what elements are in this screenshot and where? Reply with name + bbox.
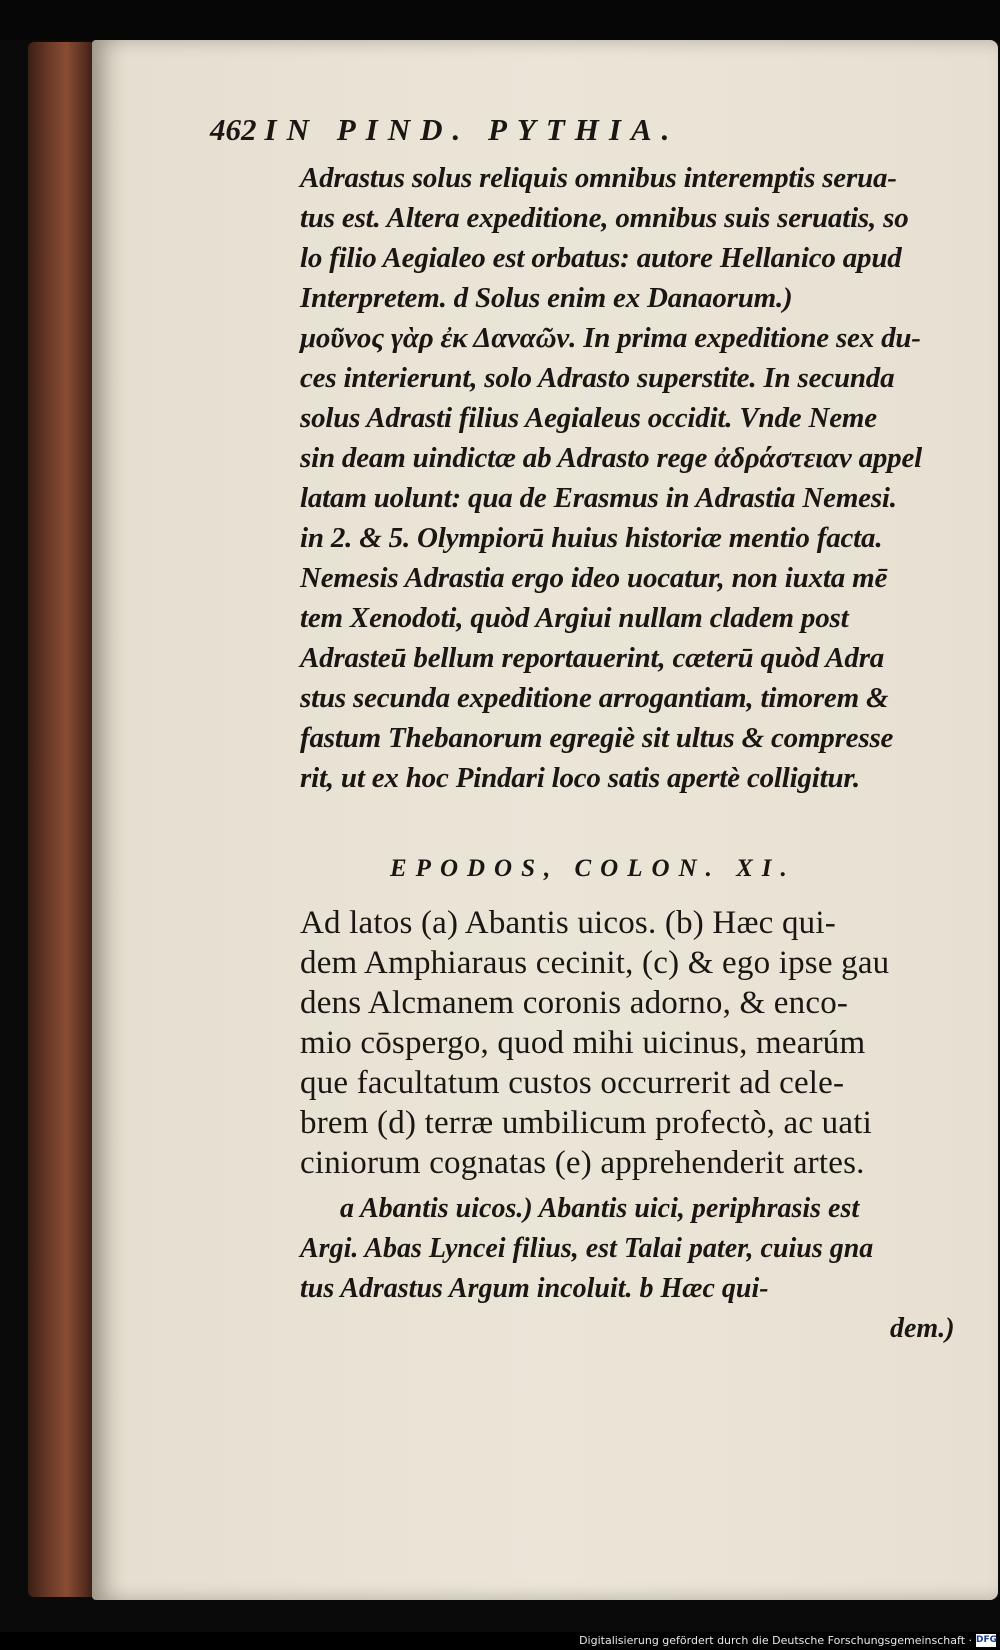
note-line: ces interierunt, solo Adrasto superstite. In secunda bbox=[300, 362, 895, 394]
main-text-line: dem Amphiaraus cecinit, (c) & ego ipse gau bbox=[300, 945, 890, 981]
note-line: in 2. & 5. Olympiorū huius historiæ mentio facta. bbox=[300, 522, 883, 554]
note-line: Nemesis Adrastia ergo ideo uocatur, non iuxta mē bbox=[300, 562, 888, 594]
note-line: Adrastus solus reliquis omnibus interemptis serua- bbox=[300, 162, 897, 194]
dfg-logo-icon: DFG bbox=[976, 1635, 998, 1645]
main-text-line: que facultatum custos occurrerit ad cele- bbox=[300, 1065, 845, 1101]
note-line: μοῦνος γὰρ ἐκ Δαναῶν. In prima expeditione sex du- bbox=[300, 322, 921, 354]
main-text-line: ciniorum cognatas (e) apprehenderit artes. bbox=[300, 1145, 865, 1181]
note-line: Interpretem. d Solus enim ex Danaorum.) bbox=[300, 282, 793, 314]
main-text-line: dens Alcmanem coronis adorno, & enco- bbox=[300, 985, 849, 1021]
running-head-title: IN PIND. PYTHIA. bbox=[264, 112, 680, 147]
note-line: tus Adrastus Argum incoluit. b Hæc qui- bbox=[300, 1273, 769, 1304]
scan-background bbox=[0, 0, 1000, 40]
main-text-line: mio cōspergo, quod mihi uicinus, mearúm bbox=[300, 1025, 866, 1061]
note-line: latam uolunt: qua de Erasmus in Adrastia Nemesi. bbox=[300, 482, 897, 514]
note-line: stus secunda expeditione arrogantiam, timorem & bbox=[300, 682, 889, 714]
note-line: a Abantis uicos.) Abantis uici, periphrasis est bbox=[340, 1193, 860, 1224]
book-edge bbox=[28, 42, 98, 1597]
main-text-line: Ad latos (a) Abantis uicos. (b) Hæc qui- bbox=[300, 905, 836, 941]
main-text-line: brem (d) terræ umbilicum profectò, ac uati bbox=[300, 1105, 872, 1141]
running-header bbox=[210, 112, 940, 148]
funding-credit: Digitalisierung gefördert durch die Deutsche Forschungsgemeinschaft · bbox=[579, 1634, 972, 1647]
page-number: 462 bbox=[210, 112, 257, 147]
note-line: fastum Thebanorum egregiè sit ultus & compresse bbox=[300, 722, 894, 754]
note-line: Adrasteū bellum reportauerint, cæterū quòd Adra bbox=[300, 642, 885, 674]
note-line: tus est. Altera expeditione, omnibus suis seruatis, so bbox=[300, 202, 909, 234]
note-line: tem Xenodoti, quòd Argiui nullam cladem post bbox=[300, 602, 849, 634]
section-rubric: EPODOS, COLON. XI. bbox=[390, 855, 796, 882]
note-line: lo filio Aegialeo est orbatus: autore Hellanico apud bbox=[300, 242, 902, 274]
note-line: solus Adrasti filius Aegialeus occidit. Vnde Neme bbox=[300, 402, 877, 434]
note-line: dem.) bbox=[890, 1313, 955, 1344]
note-line: sin deam uindictæ ab Adrasto rege ἀδράστειαν appel bbox=[300, 442, 922, 474]
note-line: rit, ut ex hoc Pindari loco satis apertè colligitur. bbox=[300, 762, 860, 794]
note-line: Argi. Abas Lyncei filius, est Talai pater, cuius gna bbox=[300, 1233, 874, 1264]
